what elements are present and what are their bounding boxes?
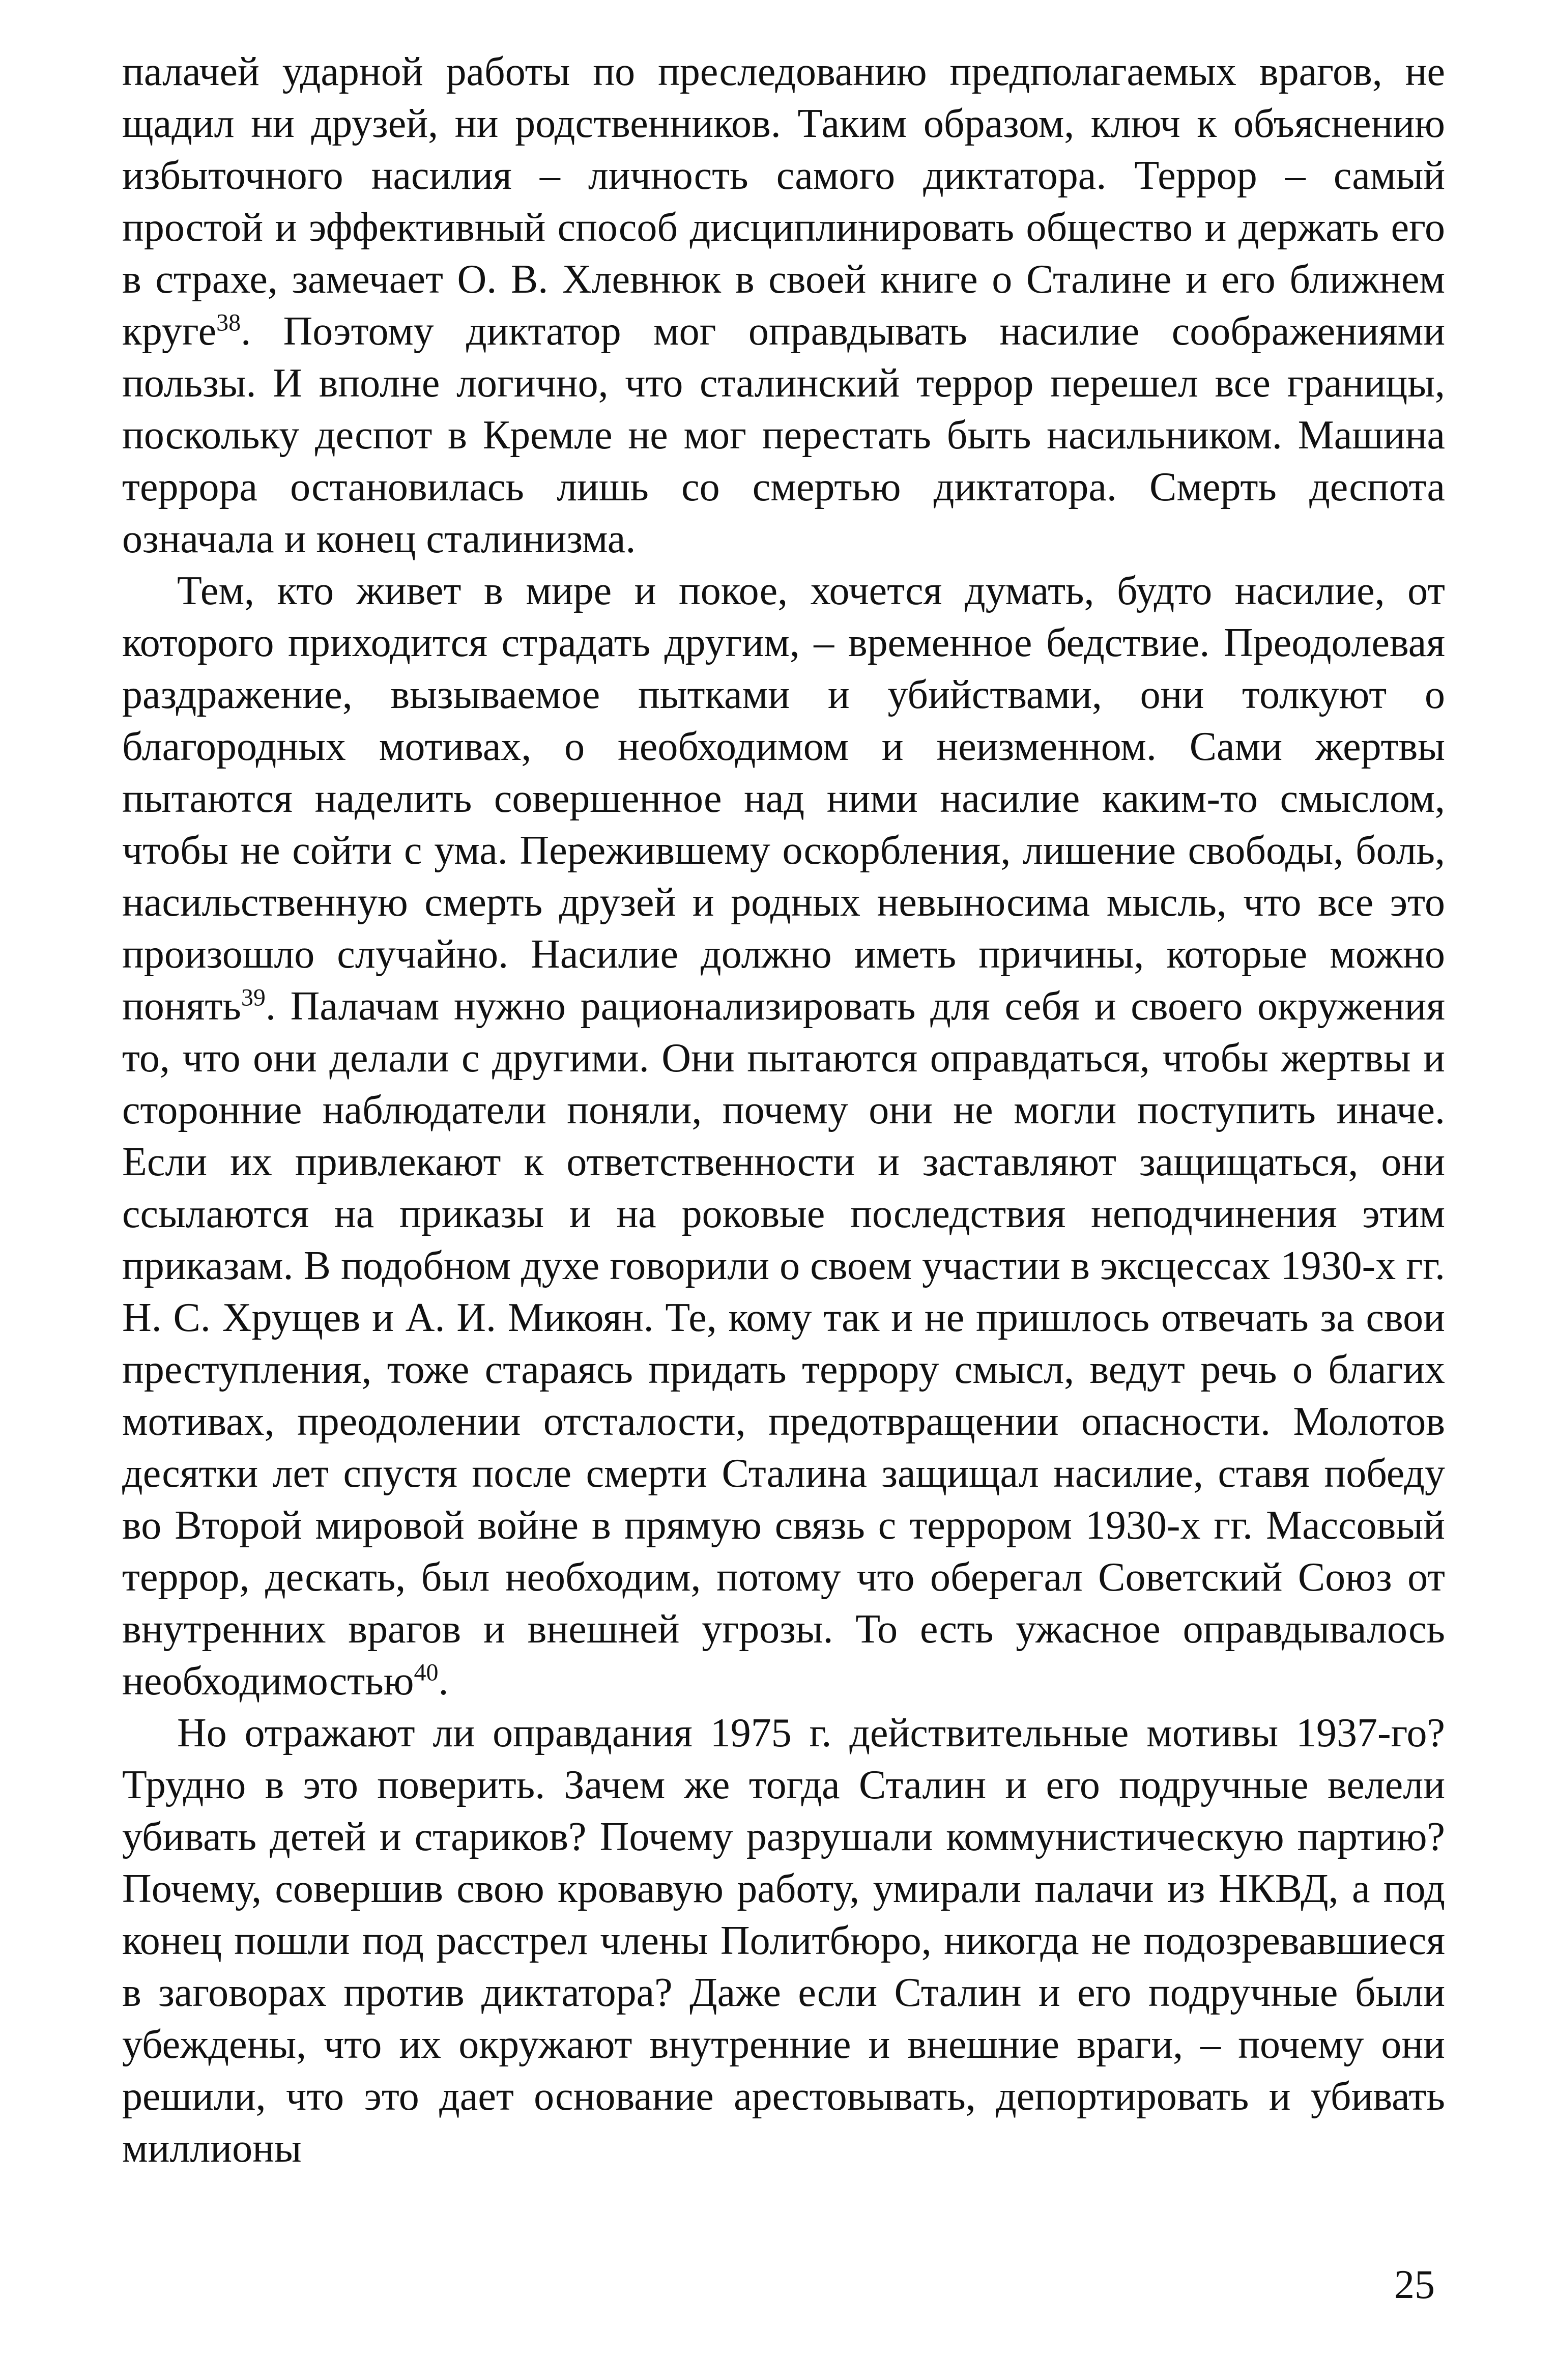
- footnote-reference: 39: [241, 984, 266, 1011]
- text-segment: Тем, кто живет в мире и покое, хочется думать, будто насилие, от которого приходится страдать другим, – временное бедствие. Преодолевая раздражение, вызываемое пытками и убийствами, они толкуют о благородных мотивах, о необходимом и неизменном. Сами жертвы пытаются наделить совершенное над ними насилие каким-то смыслом, чтобы не сойти с ума. Пережившему оскорбления, лишение свободы, боль, насильственную смерть друзей и родных невыносима мысль, что все это произошло случайно. Насилие должно иметь причины, которые можно понять: [122, 569, 1445, 1029]
- footnote-reference: 38: [216, 309, 241, 336]
- text-segment: . Поэтому диктатор мог оправдывать насилие соображениями пользы. И вполне логично, что сталинский террор перешел все границы, поскольку деспот в Кремле не мог перестать быть насильником. Машина террора остановилась лишь со смертью диктатора. Смерть деспота означала и конец сталинизма.: [122, 309, 1445, 561]
- paragraph-1: [122, 46, 1445, 565]
- text-segment: палачей ударной работы по преследованию предполагаемых врагов, не щадил ни друзей, ни родственников. Таким образом, ключ к объяснению избыточного насилия – личность самого диктатора. Террор – самый простой и эффективный способ дисциплинировать общество и держать его в страхе, замечает О. В. Хлевнюк в своей книге о Сталине и его ближнем круге: [122, 49, 1445, 354]
- text-segment: Но отражают ли оправдания 1975 г. действительные мотивы 1937-го? Трудно в это поверить. Зачем же тогда Сталин и его подручные велели убивать детей и стариков? Почему разрушали коммунистическую партию? Почему, совершив свою кровавую работу, умирали палачи из НКВД, а под конец пошли под расстрел члены Политбюро, никогда не подозревавшиеся в заговорах против диктатора? Даже если Сталин и его подручные были убеждены, что их окружают внутренние и внешние враги, – почему они решили, что это дает основание арестовывать, депортировать и убивать миллионы: [122, 1711, 1445, 2171]
- footnote-reference: 40: [414, 1659, 439, 1686]
- text-segment: . Палачам нужно рационализировать для себя и своего окружения то, что они делали с другими. Они пытаются оправдаться, чтобы жертвы и сторонние наблюдатели поняли, почему они не могли поступить иначе. Если их привлекают к ответственности и заставляют защищаться, они ссылаются на приказы и на роковые последствия неподчинения этим приказам. В подобном духе говорили о своем участии в эксцессах 1930-х гг. Н. С. Хрущев и А. И. Микоян. Те, кому так и не пришлось отвечать за свои преступления, тоже стараясь придать террору смысл, ведут речь о благих мотивах, преодолении отсталости, предотвращении опасности. Молотов десятки лет спустя после смерти Сталина защищал насилие, ставя победу во Второй мировой войне в прямую связь с террором 1930-х гг. Массовый террор, дескать, был необходим, потому что оберегал Советский Союз от внутренних врагов и внешней угрозы. То есть ужасное оправдывалось необходимостью: [122, 984, 1445, 1704]
- paragraph-2: [122, 565, 1445, 1707]
- body-text: [122, 46, 1445, 2174]
- page-number: 25: [1394, 2262, 1435, 2307]
- paragraph-3: [122, 1707, 1445, 2174]
- text-segment: .: [438, 1659, 449, 1704]
